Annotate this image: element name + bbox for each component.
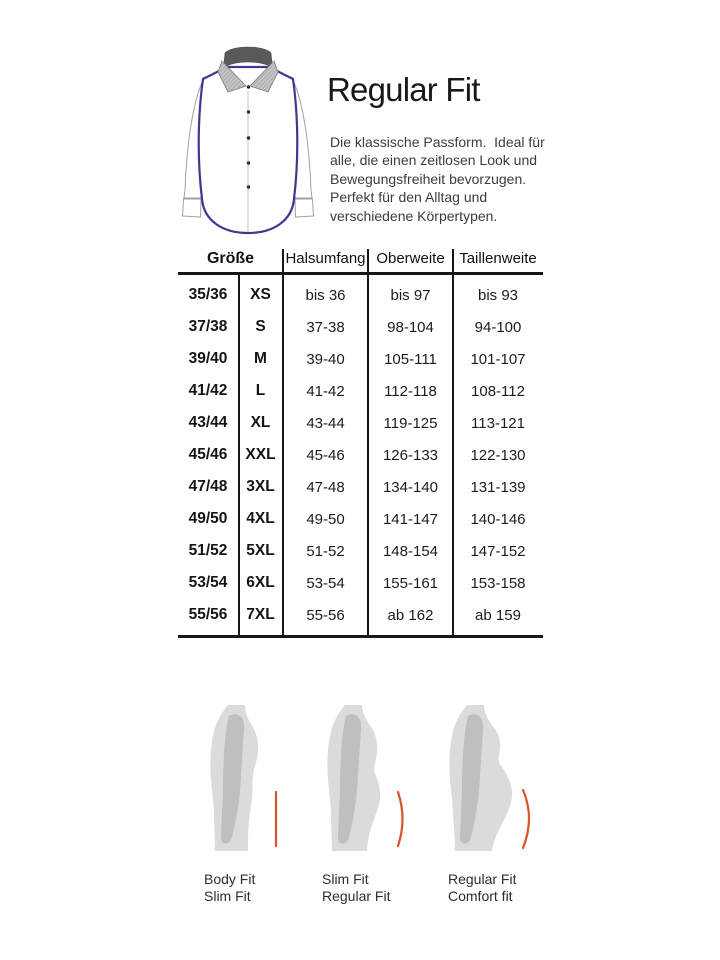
size-table-body: [178, 279, 543, 631]
legend-line: Body Fit: [204, 871, 256, 887]
legend-slim-fit: [322, 871, 390, 904]
fit-line-curved: [398, 792, 403, 846]
table-row: [178, 567, 543, 599]
cell-size-de: 47/48: [188, 478, 228, 495]
table-row: [178, 375, 543, 407]
cell-waist: 122-130: [470, 446, 526, 464]
cell-size-de: 41/42: [188, 382, 228, 399]
cell-neck: 47-48: [306, 478, 345, 496]
cell-chest: 141-147: [382, 510, 439, 528]
cell-size-intl: 5XL: [246, 542, 275, 559]
fit-description-line: Bewegungsfreiheit bevorzugen.: [330, 170, 527, 187]
fit-description-line: verschiedene Körpertypen.: [330, 207, 498, 224]
cell-waist: 113-121: [471, 414, 525, 432]
cell-size-de: 55/56: [188, 606, 228, 623]
column-header-groesse: Größe: [206, 250, 255, 267]
table-row: [178, 471, 543, 503]
cell-neck: 41-42: [306, 382, 345, 400]
table-row: [178, 407, 543, 439]
silhouette-regular-fit: [437, 705, 537, 855]
cell-size-intl: 4XL: [246, 510, 275, 527]
cell-size-intl: S: [255, 318, 266, 335]
cell-chest: 112-118: [384, 382, 437, 400]
table-row: [178, 599, 543, 631]
legend-line: Slim Fit: [322, 871, 369, 887]
cell-waist: ab 159: [475, 606, 521, 624]
table-row: [178, 439, 543, 471]
cell-chest: bis 97: [390, 286, 431, 304]
cell-neck: 55-56: [306, 606, 345, 624]
cell-size-intl: XXL: [245, 446, 276, 463]
cell-size-intl: 7XL: [246, 606, 275, 623]
cell-neck: 51-52: [306, 542, 345, 560]
cell-chest: 155-161: [382, 574, 439, 592]
divider: [178, 635, 543, 638]
legend-line: Regular Fit: [322, 887, 391, 904]
cell-neck: 43-44: [306, 414, 345, 432]
cell-chest: 134-140: [382, 478, 439, 496]
cell-waist: bis 93: [477, 286, 519, 304]
cell-waist: 101-107: [470, 350, 526, 368]
fit-description-line: alle, die einen zeitlosen Look und: [330, 152, 538, 169]
shirt-illustration: [175, 42, 321, 238]
cell-waist: 108-112: [471, 382, 525, 400]
page-title: Regular Fit: [327, 71, 480, 108]
legend-line: Regular Fit: [448, 871, 517, 887]
cell-waist: 94-100: [474, 318, 522, 336]
cell-chest: 119-125: [383, 414, 438, 432]
cell-size-de: 51/52: [188, 542, 228, 559]
cell-size-intl: 6XL: [246, 574, 275, 591]
cell-neck: 37-38: [306, 318, 345, 336]
silhouette-body-fit: [198, 705, 298, 855]
cell-size-de: 53/54: [188, 574, 228, 591]
cell-size-de: 37/38: [188, 318, 228, 335]
table-row: [178, 503, 543, 535]
column-header-oberweite: Oberweite: [376, 250, 445, 267]
cell-size-intl: 3XL: [246, 478, 275, 495]
cell-size-intl: XL: [250, 414, 271, 431]
cell-waist: 140-146: [470, 510, 526, 528]
cell-chest: 98-104: [387, 318, 434, 336]
fit-description: [330, 133, 545, 225]
cell-chest: 148-154: [382, 542, 439, 560]
cell-size-intl: L: [255, 382, 266, 399]
cell-chest: ab 162: [387, 606, 434, 624]
fit-line-more-curved: [523, 790, 529, 848]
cell-neck: 39-40: [306, 350, 345, 368]
cell-size-de: 45/46: [188, 446, 228, 463]
cell-size-de: 49/50: [188, 510, 228, 527]
cell-size-intl: M: [254, 350, 267, 367]
cell-size-intl: XS: [250, 286, 271, 303]
legend-regular-fit: [448, 871, 516, 904]
column-header-taillenweite: Taillenweite: [459, 250, 537, 267]
legend-line: Slim Fit: [204, 887, 251, 904]
table-row: [178, 279, 543, 311]
cell-chest: 126-133: [382, 446, 439, 464]
cell-size-de: 35/36: [188, 286, 228, 303]
table-row: [178, 343, 543, 375]
cell-size-de: 43/44: [188, 414, 228, 431]
cell-neck: 53-54: [306, 574, 345, 592]
fit-description-line: Die klassische Passform. Ideal für: [330, 134, 545, 150]
legend-line: Comfort fit: [448, 887, 513, 904]
cell-waist: 131-139: [470, 478, 526, 496]
cell-size-de: 39/40: [188, 350, 228, 367]
cell-waist: 147-152: [470, 542, 526, 560]
table-row: [178, 535, 543, 567]
size-table: [178, 246, 543, 638]
silhouette-slim-fit: [315, 705, 415, 855]
cell-neck: 45-46: [306, 446, 345, 464]
fit-description-line: Perfekt für den Alltag und: [330, 189, 488, 206]
cell-chest: 105-111: [384, 350, 437, 368]
divider: [178, 272, 543, 275]
cell-neck: bis 36: [305, 286, 346, 304]
column-header-halsumfang: Halsumfang: [285, 250, 366, 267]
table-row: [178, 311, 543, 343]
cell-waist: 153-158: [470, 574, 526, 592]
legend-body-fit: [204, 871, 255, 904]
cell-neck: 49-50: [306, 510, 345, 528]
size-table-header: [178, 246, 543, 272]
